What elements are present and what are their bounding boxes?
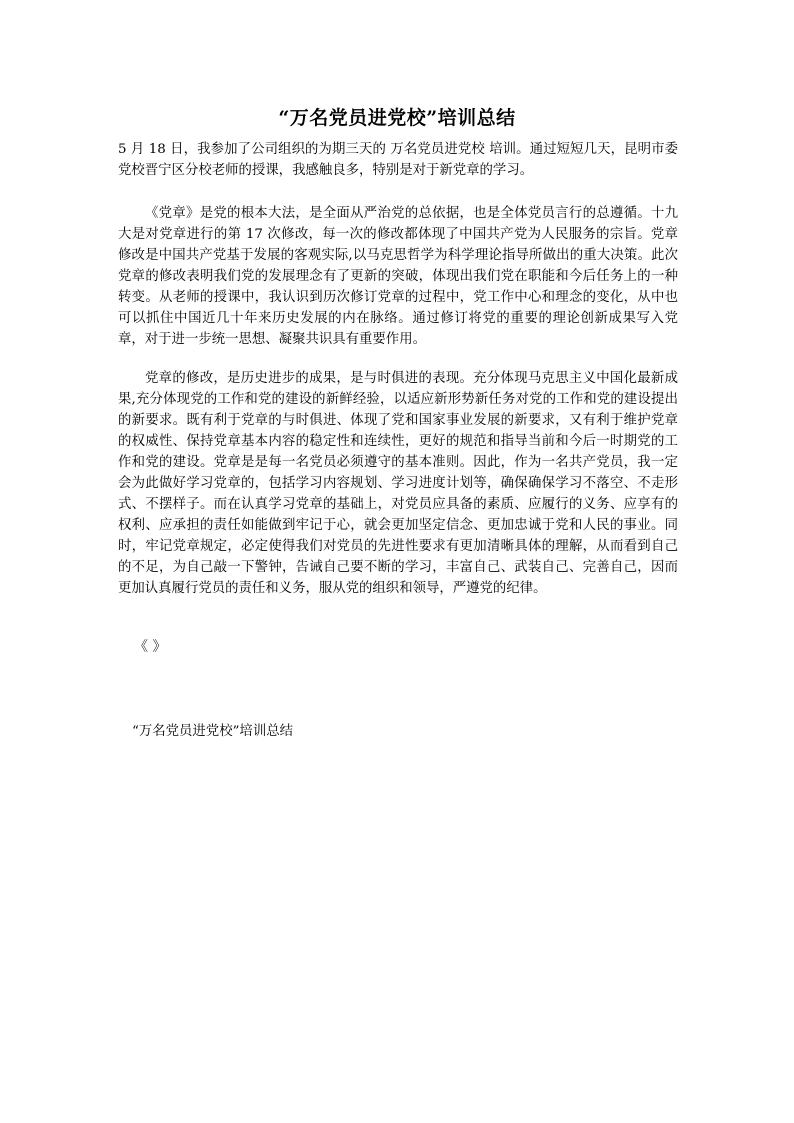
empty-book-brackets: 《 》 [134, 639, 167, 655]
document-title: “万名党员进党校”培训总结 [278, 107, 516, 129]
paragraph-revision-significance: 党章的修改，是历史进步的成果，是与时俱进的表现。充分体现马克思主义中国化最新成果,充分体现党的工作和党的建设的新鲜经验，以适应新形势新任务对党的工作和党的建设提出的新要求。既有利于党章的与时俱进、体现了党和国家事业发展的新要求，又有利于维护党章的权威性、保持党章基本内容的稳定性和连续性，更好的规范和指导当前和今后一时期党的工作和党的建设。党章是是每一名党员必须遵守的基本准则。因此，作为一名共产党员，我一定会为此做好学习党章的，包括学习内容规划、学习进度计划等，确保确保学习不落空、不走形式、不摆样子。而在认真学习党章的基础上，对党员应具备的素质、应履行的义务、应享有的权利、应承担的责任如能做到牢记于心，就会更加坚定信念、更加忠诚于党和人民的事业。同时，牢记党章规定，必定使得我们对党员的先进性要求有更加清晰具体的理解，从而看到自己的不足，为自己敲一下警钟，告诫自己要不断的学习，丰富自己、武装自己、完善自己，因而更加认真履行党员的责任和义务，服从党的组织和领导，严遵党的纪律。 [118, 371, 678, 596]
paragraph-party-constitution: 《党章》是党的根本大法，是全面从严治党的总依据，也是全体党员言行的总遵循。十九大是对党章进行的第 17 次修改，每一次的修改都体现了中国共产党为人民服务的宗旨。党章修改是中国共产党基于发展的客观实际,以马克思哲学为科学理论指导所做出的重大决策。此次党章的修改表明我们党的发展理念有了更新的突破，体现出我们党在职能和今后任务上的一种转变。从老师的授课中，我认识到历次修订党章的过程中，党工作中心和理念的变化，从中也可以抓住中国近几十年来历史发展的内在脉络。通过修订将党的重要的理论创新成果写入党章，对于进一步统一思想、凝聚共识具有重要作用。 [118, 206, 678, 347]
footer-title: “万名党员进党校”培训总结 [132, 724, 293, 739]
paragraph-intro: 5 月 18 日，我参加了公司组织的为期三天的 万名党员进党校 培训。通过短短几天，昆明市委党校晋宁区分校老师的授课，我感触良多，特别是对于新党章的学习。 [118, 142, 678, 178]
